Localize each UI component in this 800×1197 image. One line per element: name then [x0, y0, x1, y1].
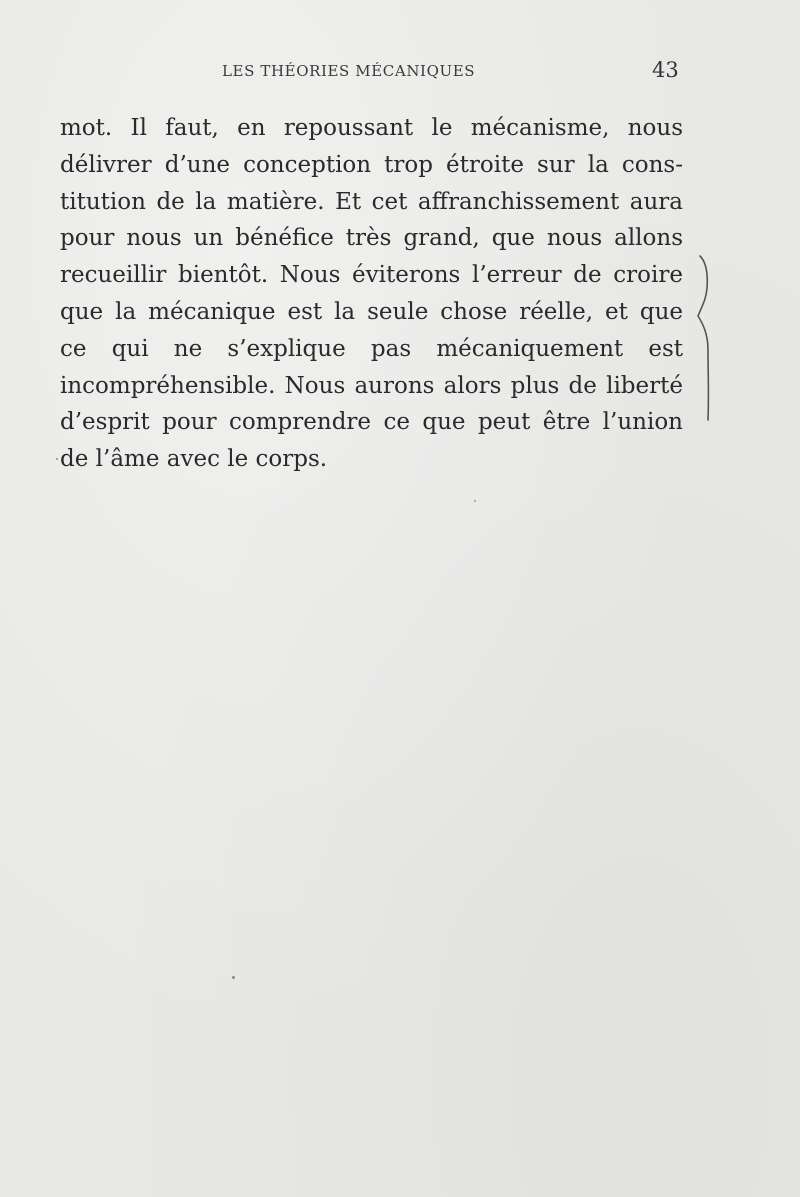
paper-speck: [232, 976, 235, 979]
text-line: titution de la matière. Et cet affranchissement aura: [60, 188, 683, 215]
text-line: délivrer d’une conception trop étroite sur la cons-: [60, 151, 683, 178]
text-line: recueillir bientôt. Nous éviterons l’erreur de croire: [60, 262, 683, 289]
paper-speck: [474, 500, 476, 502]
text-line: que la mécanique est la seule chose réelle, et que: [60, 298, 683, 325]
page-number: 43: [652, 58, 679, 82]
body-paragraph: [60, 110, 683, 478]
running-head: LES THÉORIES MÉCANIQUES: [222, 62, 476, 80]
text-line: incompréhensible. Nous aurons alors plus de liberté: [60, 372, 683, 399]
text-line: mot. Il faut, en repoussant le mécanisme, nous: [60, 115, 683, 141]
text-line: d’esprit pour comprendre ce que peut être l’union: [60, 409, 683, 436]
text-line: pour nous un bénéfice très grand, que nous allons: [60, 225, 683, 252]
paper-speck: [56, 458, 58, 460]
pencil-bracket-mark: [694, 254, 714, 424]
text-line: de l’âme avec le corps.: [60, 446, 328, 473]
text-line: ce qui ne s’explique pas mécaniquement est: [60, 335, 683, 362]
